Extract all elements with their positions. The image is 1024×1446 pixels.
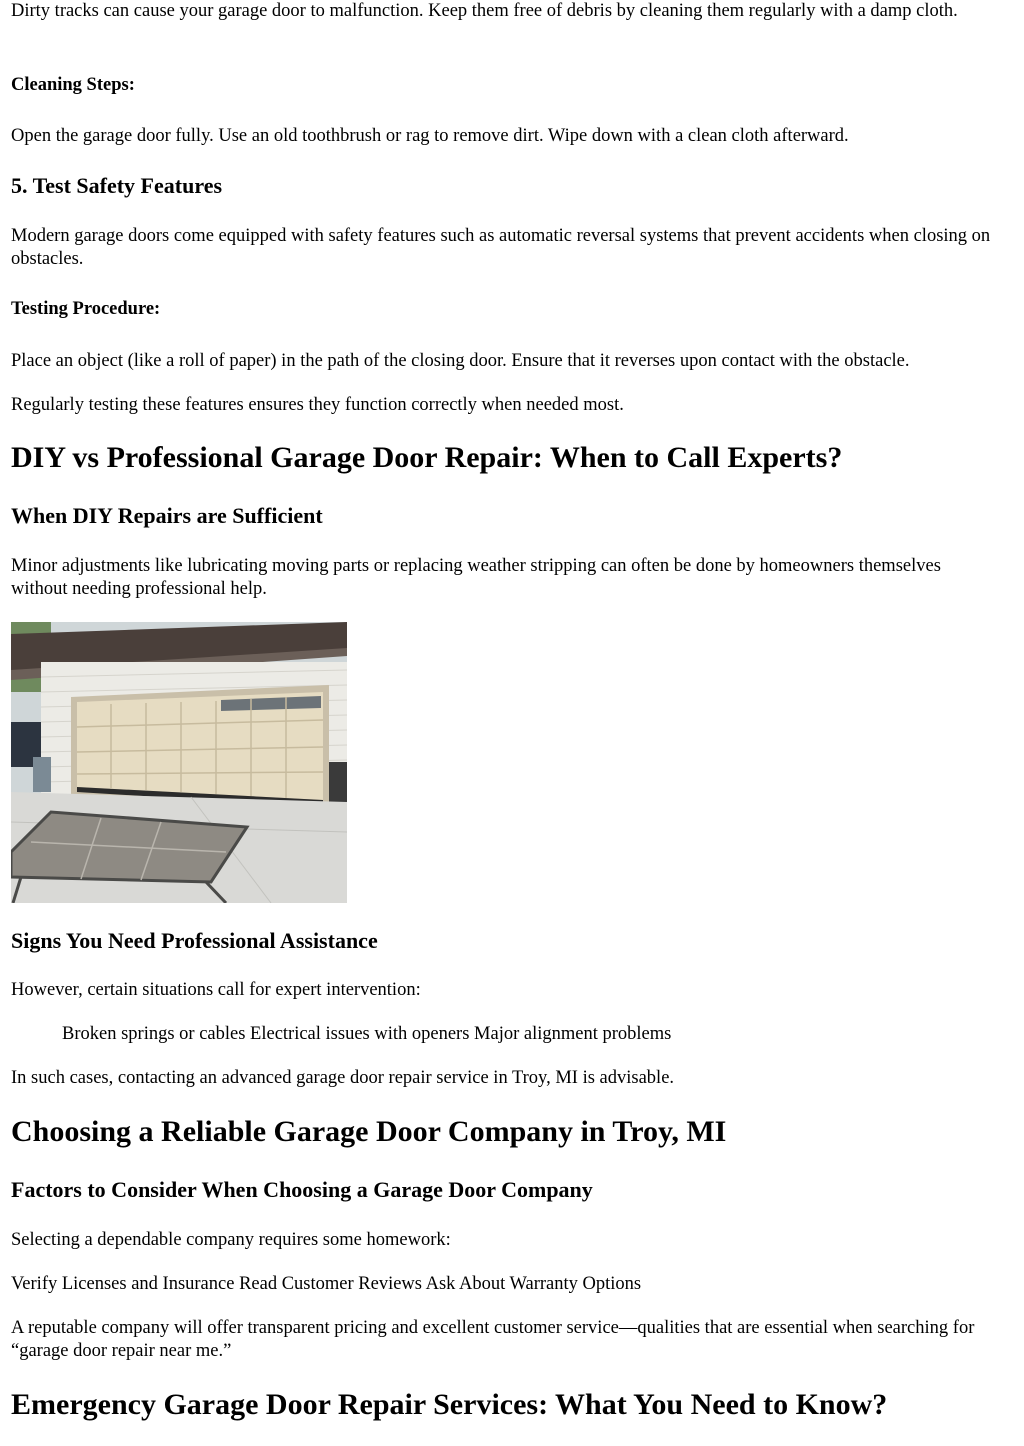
cleaning-steps-label: Cleaning Steps: <box>11 75 135 95</box>
paragraph-verify-list: Verify Licenses and Insurance Read Customer Reviews Ask About Warranty Options <box>11 1274 642 1294</box>
paragraph-modern-doors: Modern garage doors come equipped with safety features such as automatic reversal systems that prevent accidents when closing on obstacles. <box>11 226 991 269</box>
paragraph-minor-adjustments: Minor adjustments like lubricating moving parts or replacing weather stripping can often be done by homeowners themselves without needing professional help. <box>11 556 941 599</box>
paragraph-regular-testing: Regularly testing these features ensures they function correctly when needed most. <box>11 395 624 415</box>
heading-signs-professional: Signs You Need Professional Assistance <box>11 928 378 953</box>
garage-door-image <box>11 622 347 903</box>
garage-door-photo <box>11 622 347 903</box>
testing-procedure-label: Testing Procedure: <box>11 299 161 319</box>
heading-emergency-repair: Emergency Garage Door Repair Services: What You Need to Know? <box>11 1388 888 1421</box>
heading-test-safety: 5. Test Safety Features <box>11 173 223 198</box>
paragraph-selecting: Selecting a dependable company requires some homework: <box>11 1230 451 1250</box>
paragraph-reputable: A reputable company will offer transparent pricing and excellent customer service—qualities that are essential when searching for “garage door repair near me.” <box>11 1318 975 1361</box>
paragraph-however: However, certain situations call for expert intervention: <box>11 980 421 1000</box>
heading-when-diy: When DIY Repairs are Sufficient <box>11 503 323 528</box>
paragraph-testing-procedure: Place an object (like a roll of paper) in the path of the closing door. Ensure that it reverses upon contact with the obstacle. <box>11 351 910 371</box>
heading-factors: Factors to Consider When Choosing a Garage Door Company <box>11 1177 593 1202</box>
list-professional-issues: Broken springs or cables Electrical issues with openers Major alignment problems <box>62 1024 672 1044</box>
paragraph-such-cases: In such cases, contacting an advanced garage door repair service in Troy, MI is advisable. <box>11 1068 675 1088</box>
paragraph-cleaning-steps: Open the garage door fully. Use an old toothbrush or rag to remove dirt. Wipe down with a clean cloth afterward. <box>11 126 849 146</box>
heading-diy-vs-professional: DIY vs Professional Garage Door Repair: When to Call Experts? <box>11 441 843 474</box>
heading-choosing-company: Choosing a Reliable Garage Door Company in Troy, MI <box>11 1115 727 1148</box>
paragraph-dirty-tracks: Dirty tracks can cause your garage door to malfunction. Keep them free of debris by cleaning them regularly with a damp cloth. <box>11 1 958 21</box>
